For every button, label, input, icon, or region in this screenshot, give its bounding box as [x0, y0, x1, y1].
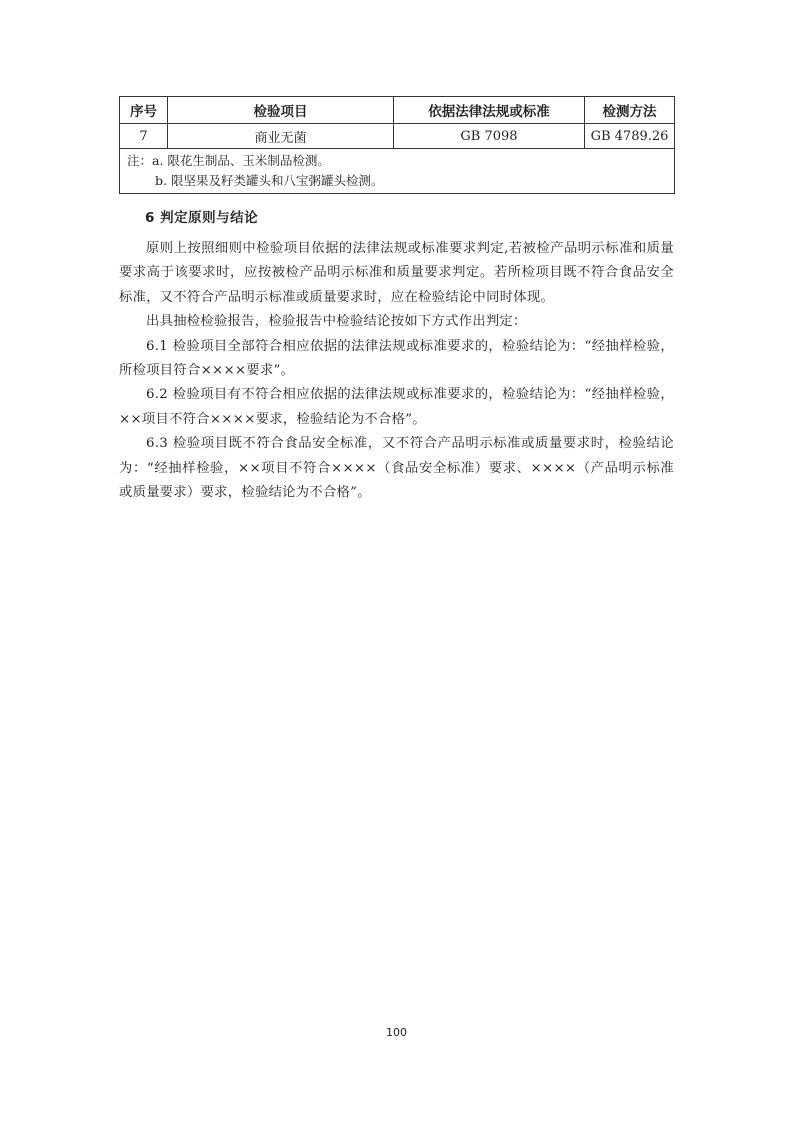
inspection-items-table [119, 96, 675, 194]
table-row [120, 124, 675, 149]
header-inspection-item: 检验项目 [168, 97, 394, 124]
section-title: 6 判定原则与结论 [145, 210, 259, 226]
paragraph-6-2: 6.2 检验项目有不符合相应依据的法律法规或标准要求的，检验结论为：“经抽样检验，××项目不符合××××要求，检验结论为不合格”。 [119, 387, 674, 427]
note-b: b. 限坚果及籽类罐头和八宝粥罐头检测。 [155, 173, 384, 188]
table-notes [120, 149, 675, 194]
cell-serial-number: 7 [120, 124, 168, 149]
table-header-row [120, 97, 675, 124]
header-test-method: 检测方法 [585, 97, 675, 124]
paragraph-principle: 原则上按照细则中检验项目依据的法律法规或标准要求判定,若被检产品明示标准和质量要求高于该要求时，应按被检产品明示标准和质量要求判定。若所检项目既不符合食品安全标准，又不符合产品明示标准或质量要求时，应在检验结论中同时体现。 [119, 241, 674, 305]
cell-inspection-item: 商业无菌 [168, 124, 394, 149]
section-body [119, 237, 674, 505]
paragraph-report-intro: 出具抽检检验报告，检验报告中检验结论按如下方式作出判定： [146, 314, 527, 330]
cell-test-method: GB 4789.26 [585, 124, 675, 149]
paragraph-6-3: 6.3 检验项目既不符合食品安全标准，又不符合产品明示标准或质量要求时，检验结论为：“经抽样检验，××项目不符合××××（食品安全标准）要求、××××（产品明示标准或质量要求）要求，检验结论为不合格”。 [119, 436, 674, 501]
paragraph-6-1: 6.1 检验项目全部符合相应依据的法律法规或标准要求的，检验结论为：“经抽样检验，所检项目符合××××要求”。 [119, 338, 674, 379]
table-notes-row [120, 149, 675, 194]
page-number: 100 [386, 1026, 407, 1039]
header-legal-basis: 依据法律法规或标准 [394, 97, 585, 124]
cell-legal-basis: GB 7098 [394, 124, 585, 149]
note-a: 注：a. 限花生制品、玉米制品检测。 [127, 153, 330, 168]
header-serial-number: 序号 [120, 97, 168, 124]
